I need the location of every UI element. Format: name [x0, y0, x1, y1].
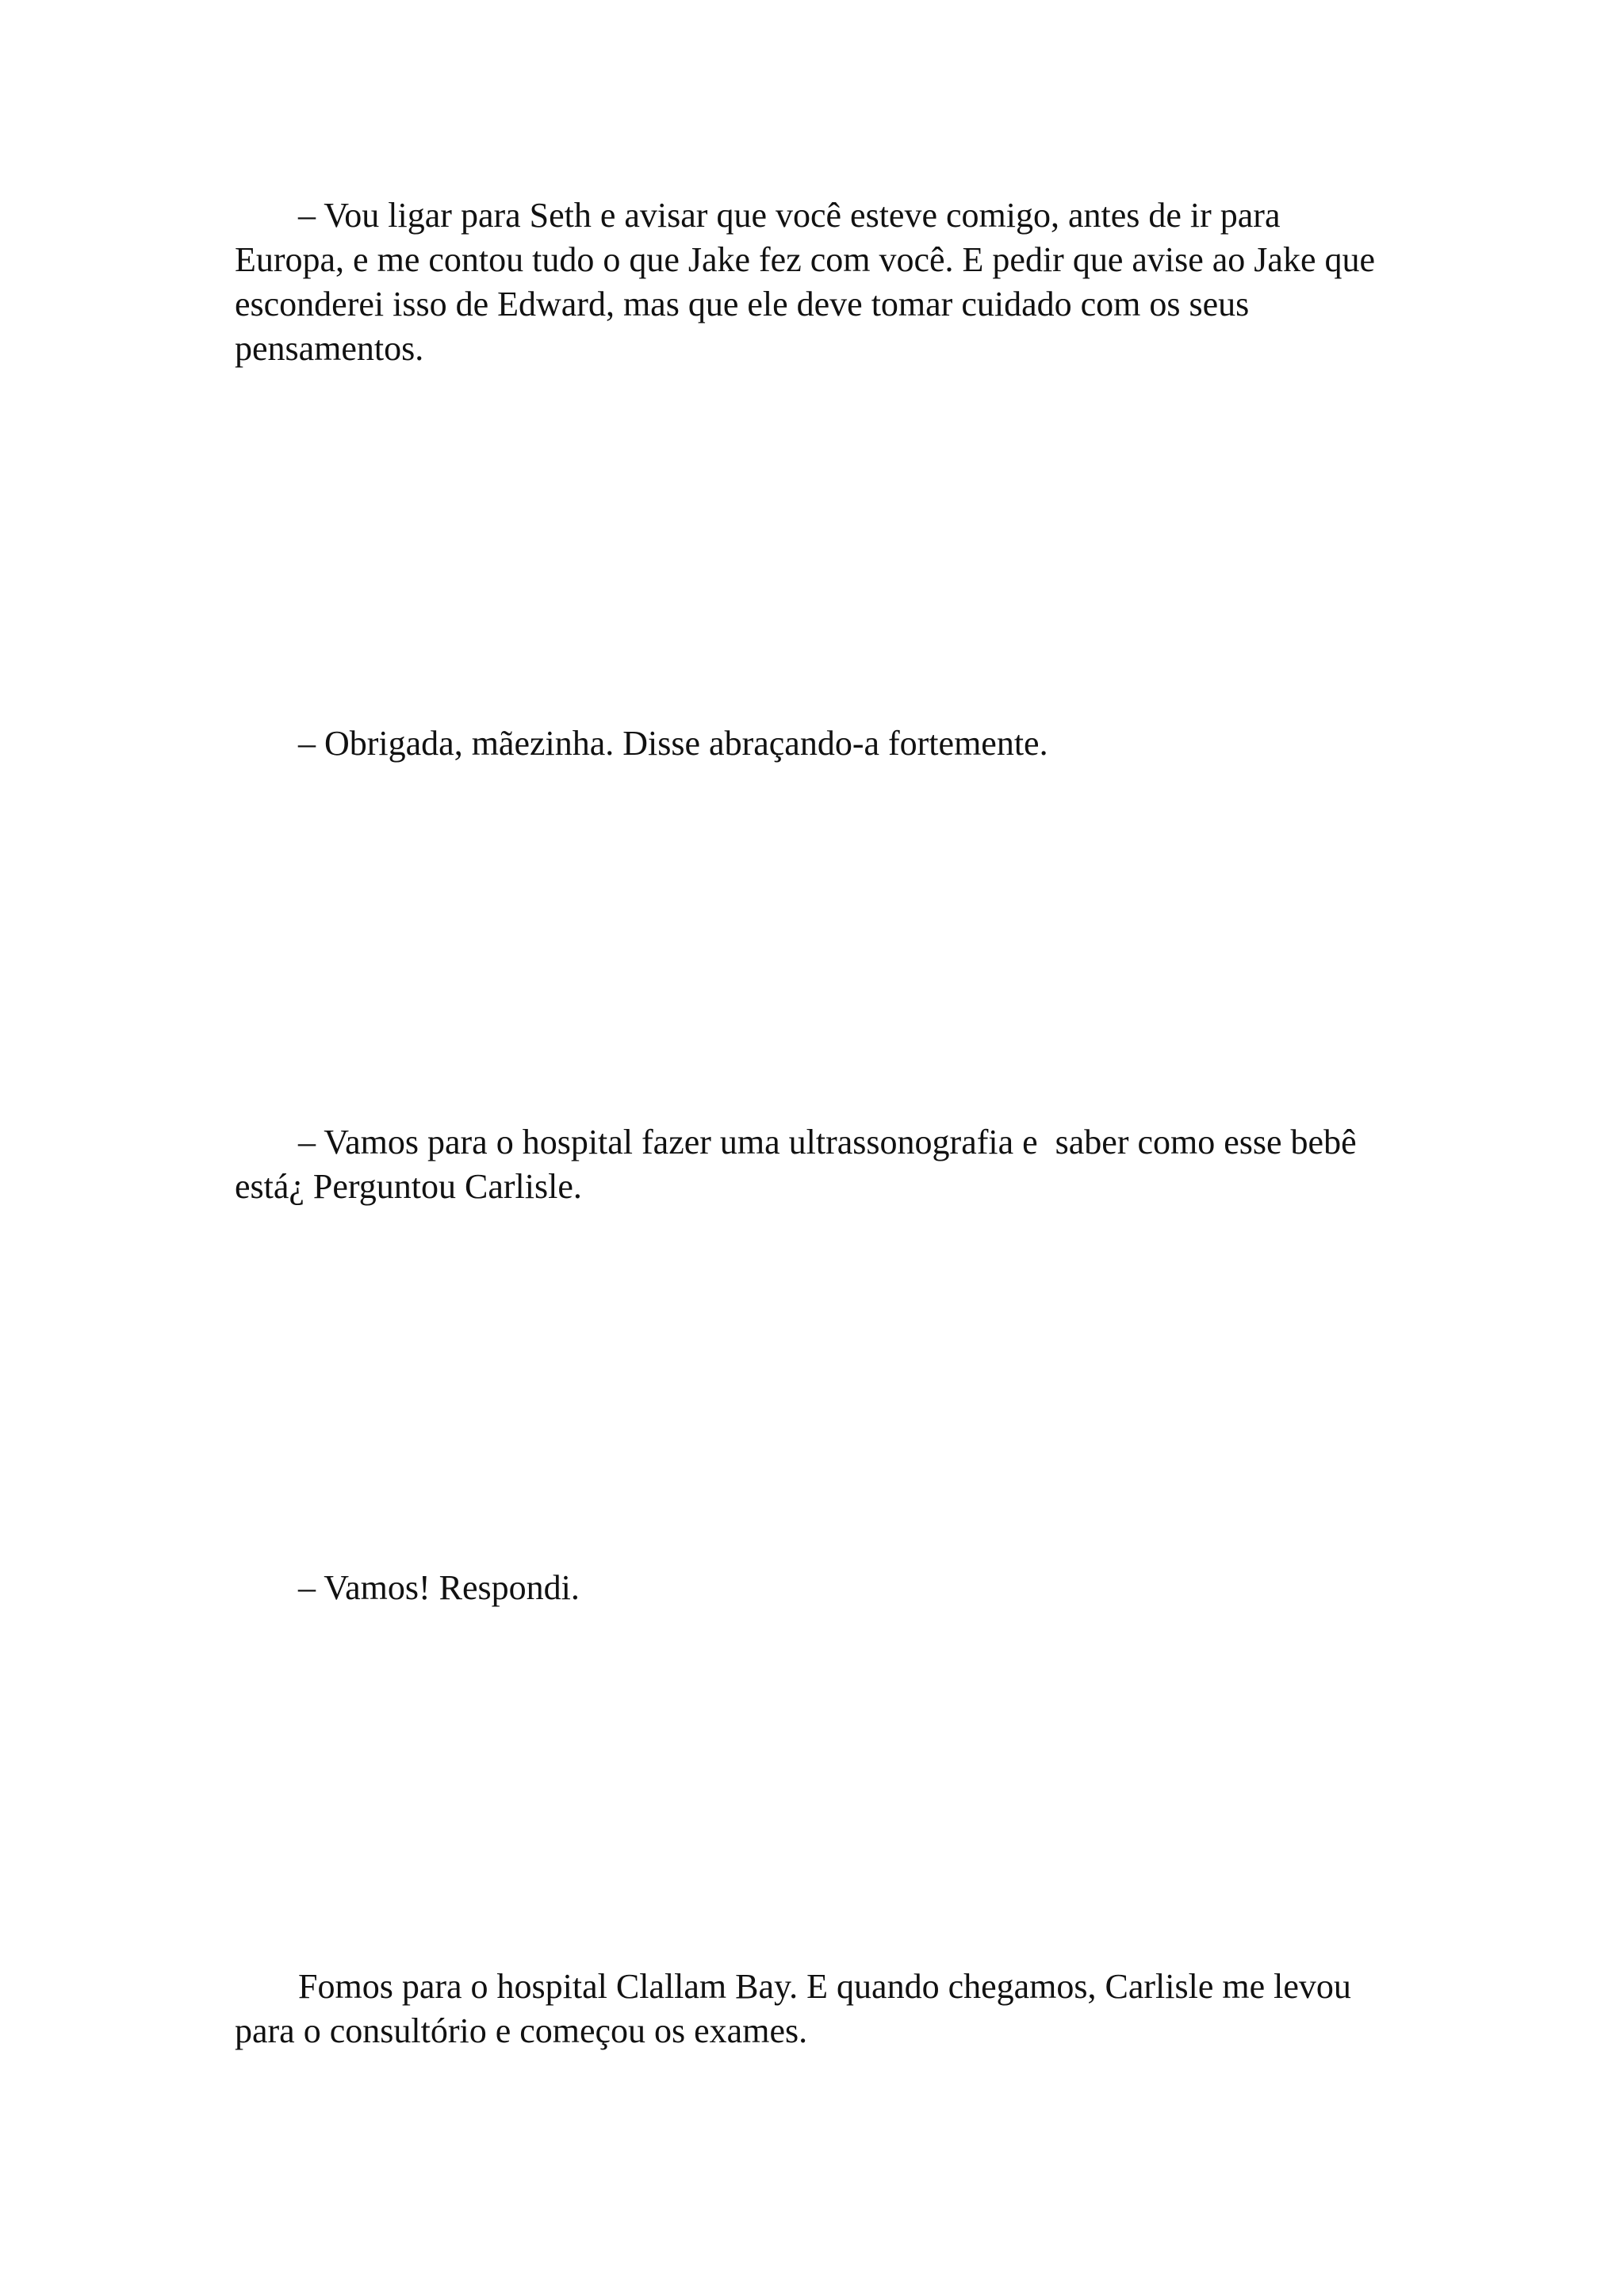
paragraph-3: – Vamos para o hospital fazer uma ultrassonografia e saber como esse bebê está¿ Perguntou Carlisle. — [235, 1123, 1365, 1206]
paragraph-5: Fomos para o hospital Clallam Bay. E quando chegamos, Carlisle me levou para o consultório e começou os exames. — [235, 1967, 1360, 2050]
paragraph-2: – Obrigada, mãezinha. Disse abraçando-a fortemente. — [298, 724, 1048, 763]
paragraph-4: – Vamos! Respondi. — [298, 1568, 580, 1607]
paragraph-1: – Vou ligar para Seth e avisar que você esteve comigo, antes de ir para Europa, e me contou tudo o que Jake fez com você. E pedir que avise ao Jake que esconderei isso de Edward, mas que ele deve tomar cuidado com os seus pensamentos. — [235, 196, 1385, 368]
